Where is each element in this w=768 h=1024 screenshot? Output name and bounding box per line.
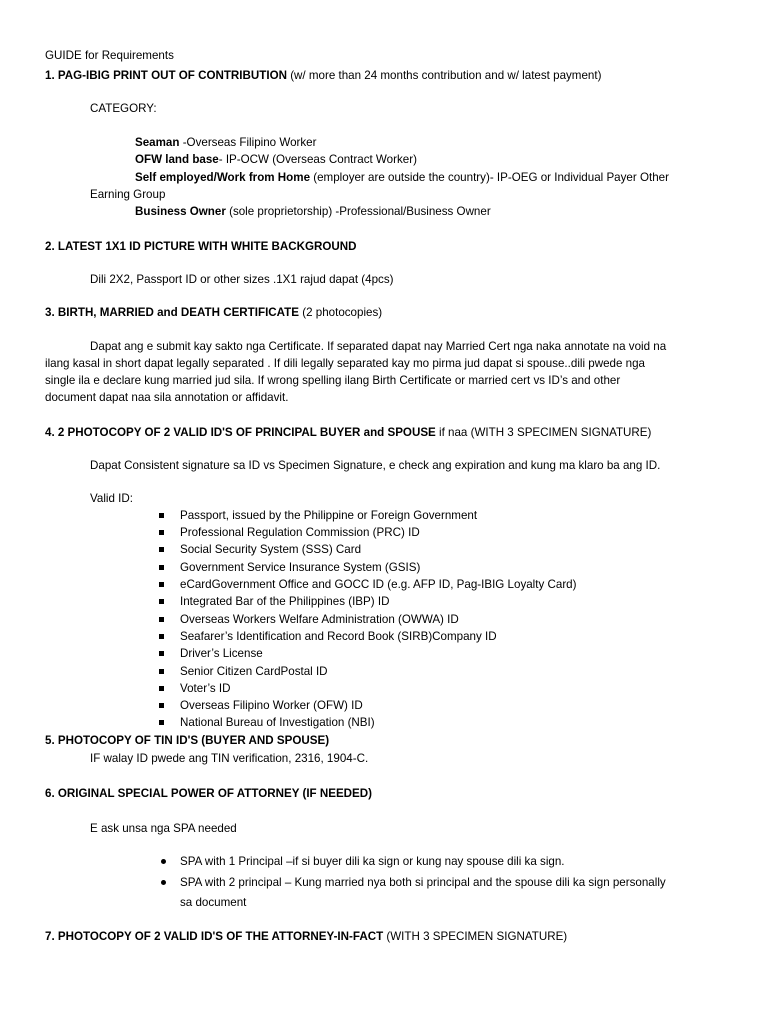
spa-item-continued: sa document	[180, 896, 247, 909]
section-5-heading: 5. PHOTOCOPY OF TIN ID'S (BUYER AND SPOUSE)	[45, 734, 330, 747]
bullet-dot-icon	[161, 859, 166, 864]
section-6-note: E ask unsa nga SPA needed	[90, 822, 237, 835]
section-1-heading-rest: (w/ more than 24 months contribution and w/ latest payment)	[286, 69, 602, 82]
spa-item-text: SPA with 2 principal – Kung married nya both si principal and the spouse dili ka sign personally	[180, 876, 666, 889]
category-item	[135, 203, 491, 220]
section-4-heading-main: 4. 2 PHOTOCOPY OF 2 VALID ID'S OF PRINCIPAL BUYER and SPOUSE	[45, 426, 436, 439]
category-name: Seaman	[135, 136, 180, 149]
category-label: CATEGORY:	[90, 102, 157, 115]
section-4-note: Dapat Consistent signature sa ID vs Specimen Signature, e check ang expiration and kung ma klaro ba ang ID.	[90, 459, 661, 472]
valid-id-item: Overseas Filipino Worker (OFW) ID	[180, 699, 363, 712]
section-3-paragraph-line: single ila e declare kung married jud sila. If wrong spelling ilang Birth Certificate or married cert vs ID’s and other	[45, 374, 621, 387]
spa-item	[180, 853, 565, 870]
section-6-heading: 6. ORIGINAL SPECIAL POWER OF ATTORNEY (IF NEEDED)	[45, 787, 373, 800]
section-3-heading-rest: (2 photocopies)	[299, 306, 383, 319]
section-3-paragraph-line: ilang kasal in short dapat legally separated . If dili legally separated kay mo pirma jud dapat si spouse..dili pwede nga	[45, 357, 646, 370]
valid-id-item: Government Service Insurance System (GSIS)	[180, 561, 421, 574]
section-4-heading-rest: if naa (WITH 3 SPECIMEN SIGNATURE)	[435, 426, 652, 439]
section-7-heading	[45, 928, 567, 945]
valid-id-item: Social Security System (SSS) Card	[180, 543, 362, 556]
section-7-heading-main: 7. PHOTOCOPY OF 2 VALID ID'S OF THE ATTORNEY-IN-FACT	[45, 930, 384, 943]
valid-id-item: Professional Regulation Commission (PRC) ID	[180, 526, 420, 539]
valid-id-item: eCardGovernment Office and GOCC ID (e.g. AFP ID, Pag-IBIG Loyalty Card)	[180, 578, 577, 591]
valid-id-item: Passport, issued by the Philippine or Foreign Government	[180, 509, 478, 522]
category-desc: -Overseas Filipino Worker	[179, 136, 317, 149]
category-item-continued	[90, 186, 165, 203]
section-7-heading-rest: (WITH 3 SPECIMEN SIGNATURE)	[383, 930, 568, 943]
valid-id-item: Voter’s ID	[180, 682, 231, 695]
category-name: OFW land base	[135, 153, 219, 166]
category-item	[135, 169, 669, 186]
section-3-paragraph-line: document dapat naa sila annotation or affidavit.	[45, 391, 289, 404]
spa-item-text: SPA with 1 Principal –if si buyer dili ka sign or kung nay spouse dili ka sign.	[180, 855, 565, 868]
spa-item	[180, 874, 666, 891]
valid-id-item: National Bureau of Investigation (NBI)	[180, 716, 375, 729]
section-1-heading	[45, 67, 601, 84]
bullet-dot-icon	[161, 880, 166, 885]
category-desc: (sole proprietorship) -Professional/Business Owner	[225, 205, 491, 218]
category-name: Self employed/Work from Home	[135, 171, 311, 184]
section-3-paragraph-line: Dapat ang e submit kay sakto nga Certificate. If separated dapat nay Married Cert nga naka annotate na void na	[90, 340, 667, 353]
category-name: Business Owner	[135, 205, 226, 218]
category-desc: (employer are outside the country)- IP-OEG or Individual Payer Other	[310, 171, 669, 184]
category-desc: Earning Group	[90, 188, 166, 201]
section-1-heading-main: 1. PAG-IBIG PRINT OUT OF CONTRIBUTION	[45, 69, 287, 82]
section-5-note: IF walay ID pwede ang TIN verification, 2316, 1904-C.	[90, 752, 369, 765]
section-4-heading	[45, 424, 651, 441]
category-desc: - IP-OCW (Overseas Contract Worker)	[218, 153, 417, 166]
category-item	[135, 151, 417, 168]
valid-id-item: Integrated Bar of the Philippines (IBP) ID	[180, 595, 390, 608]
valid-id-item: Senior Citizen CardPostal ID	[180, 665, 328, 678]
valid-id-item: Seafarer’s Identification and Record Book (SIRB)Company ID	[180, 630, 497, 643]
valid-id-item: Overseas Workers Welfare Administration (OWWA) ID	[180, 613, 459, 626]
valid-id-label: Valid ID:	[90, 492, 133, 505]
category-item	[135, 134, 316, 151]
valid-id-item: Driver’s License	[180, 647, 263, 660]
section-3-heading	[45, 304, 382, 321]
page-title: GUIDE for Requirements	[45, 49, 174, 62]
section-2-heading: 2. LATEST 1X1 ID PICTURE WITH WHITE BACKGROUND	[45, 240, 357, 253]
section-3-heading-main: 3. BIRTH, MARRIED and DEATH CERTIFICATE	[45, 306, 299, 319]
section-2-note: Dili 2X2, Passport ID or other sizes .1X1 rajud dapat (4pcs)	[90, 273, 394, 286]
